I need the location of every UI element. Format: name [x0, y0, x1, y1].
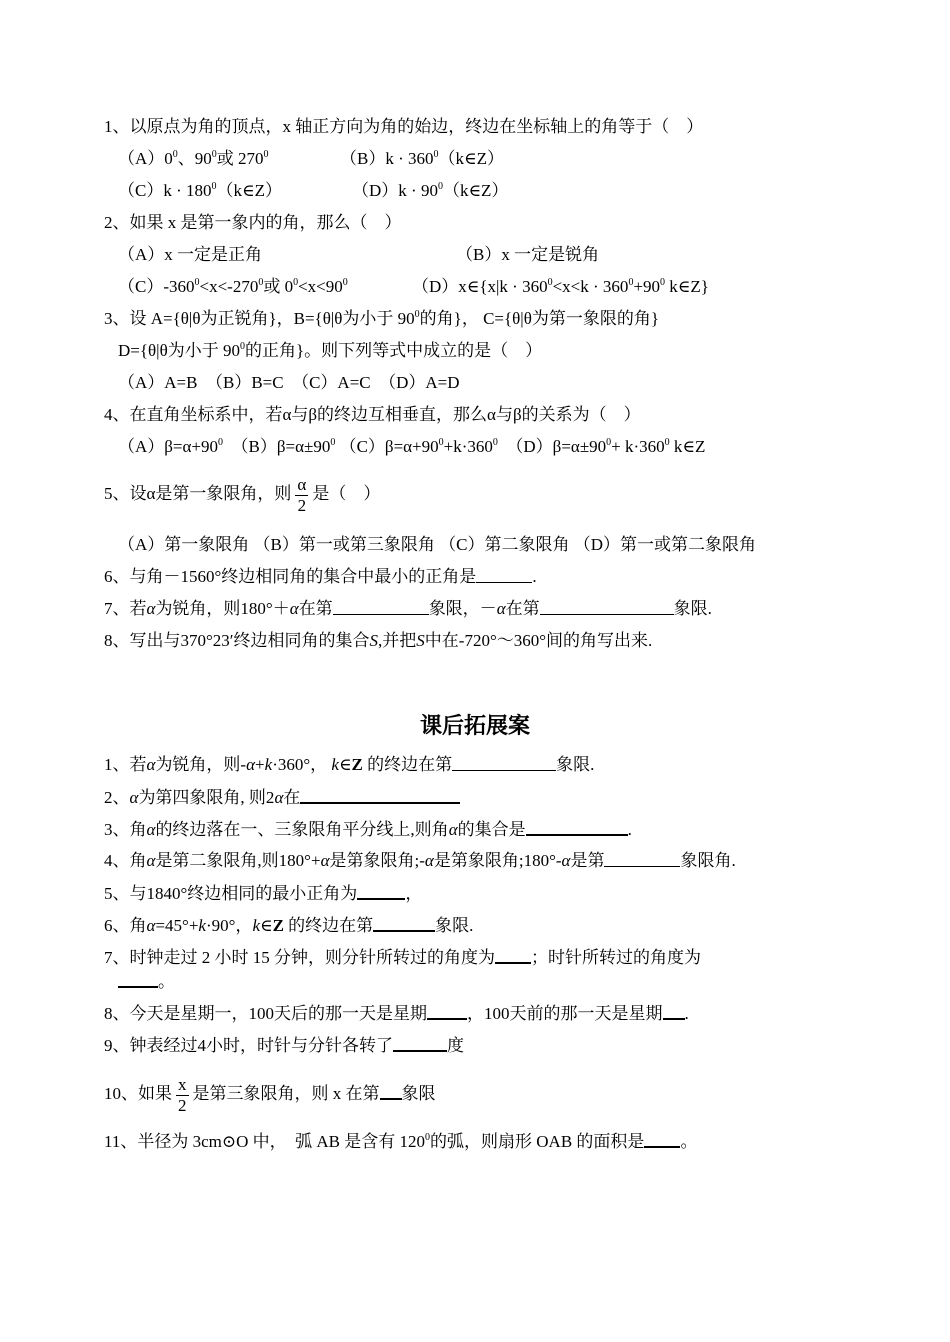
extension-question-7-line-1: 7、时钟走过 2 小时 15 分钟，则分针所转过的角度为 ；时针所转过的角度为: [104, 948, 701, 967]
extension-question-6: 6、角α=45°+k·90°，k∈Z 的终边在第 象限.: [104, 916, 474, 935]
question-3-line-1: 3、设 A={θ|θ为正锐角}，B={θ|θ为小于 $90^0$的角}， C={θ|θ为第一象限的角}: [104, 309, 660, 328]
question-5-options: （A）第一象限角 （B）第一或第三象限角 （C）第二象限角 （D）第一或第二象限角: [118, 535, 756, 554]
question-2-stem: 2、如果 x 是第一象内的角，那么（ ）: [104, 213, 402, 232]
extension-question-4: 4、角α是第二象限角,则180°+α是第象限角;-α是第象限角;180°-α是第 象限角.: [104, 851, 736, 870]
answer-blank: [663, 1002, 685, 1020]
answer-blank: [373, 914, 435, 932]
extension-question-8: 8、今天是星期一，100天后的那一天是星期 ，100天前的那一天是星期 .: [104, 1004, 689, 1023]
question-1-stem: 1、以原点为角的顶点，x 轴正方向为角的始边，终边在坐标轴上的角等于（ ）: [104, 117, 704, 136]
answer-blank: [393, 1034, 447, 1052]
question-5-stem: 5、设α是第一象限角，则 $\frac{\alpha}{2}$ 是（ ）: [104, 474, 381, 515]
answer-blank: [495, 946, 531, 964]
question-3-options: （A）A=B （B）B=C （C）A=C （D）A=D: [118, 373, 460, 392]
answer-blank: [300, 786, 460, 804]
answer-blank: [526, 818, 628, 836]
answer-blank: [118, 970, 158, 988]
answer-blank: [333, 598, 429, 615]
answer-blank: [604, 850, 680, 867]
question-1-option-a: $(A)0^0$、$90^0$或 $270^0$: [118, 149, 269, 168]
extension-question-5: 5、与1840°终边相同的最小正角为 ，: [104, 884, 423, 903]
question-1-option-c: $(C)k \cdot 180^0(k\in Z)$: [118, 181, 282, 200]
section-title: 课后拓展案: [419, 714, 530, 739]
question-3-line-2: D={θ|θ为小于 $90^0$的正角}。则下列等式中成立的是（ ）: [118, 341, 543, 360]
extension-question-10: 10、如果 $\frac{x}{2}$ 是第三象限角，则 x 在第 象限: [104, 1074, 436, 1115]
question-6: 6、与角－1560°终边相同角的集合中最小的正角是 .: [104, 567, 537, 586]
answer-blank: [357, 882, 405, 900]
question-2-option-c: $(C)-360^0<x<-270^0$或 $0^0<x<90^0$: [118, 277, 348, 296]
extension-question-11: 11、半径为 3cm⊙O 中， 弧 AB 是含有 $120^0$的弧，则扇形 OAB 的面积是 。: [104, 1132, 698, 1151]
question-4-stem: 4、在直角坐标系中，若α与β的终边互相垂直，那么α与β的关系为（ ）: [104, 405, 641, 424]
question-1-option-d: $(D)k \cdot 90^0(k\in Z)$: [352, 181, 509, 200]
question-2-option-d: （D）x∈{x|k · $360^0<x<k \cdot 360^0+90^0$ k∈Z}: [412, 277, 709, 296]
fraction-alpha-over-2: $\frac{\alpha}{2}$: [297, 474, 307, 515]
answer-blank: [427, 1002, 467, 1020]
question-2-option-b: （B）x 一定是锐角: [456, 245, 600, 264]
question-1-option-b: $(B)k \cdot 360^0(k\in Z)$: [340, 149, 504, 168]
question-4-options: $(A)\beta=\alpha+90^0$ $(B)\beta=\alpha\pm 90^0$ $(C)\beta=\alpha+90^0+k\cdot 360^0$ $(D)\beta=\alpha\pm 90^0+ k\cdot 360^0$ k∈Z: [118, 437, 706, 456]
answer-blank: [644, 1130, 680, 1148]
question-2-option-a: （A）x 一定是正角: [118, 245, 263, 264]
answer-blank: [452, 754, 556, 771]
extension-question-7-line-2: 。: [118, 970, 175, 993]
answer-blank: [380, 1082, 402, 1100]
fraction-x-over-2: $\frac{x}{2}$: [178, 1074, 187, 1115]
question-7: 7、若α为锐角，则180°＋α在第 象限，－α在第 象限.: [104, 599, 712, 618]
answer-blank: [476, 566, 532, 583]
extension-question-2: 2、α为第四象限角, 则2α在: [104, 786, 460, 809]
question-8: 8、写出与370°23′终边相同角的集合S,并把S中在-720°～360°间的角写出来.: [104, 631, 653, 650]
answer-blank: [540, 598, 674, 615]
extension-question-9: 9、钟表经过4小时，时针与分针各转了 度: [104, 1036, 464, 1055]
extension-question-3: 3、角α的终边落在一、三象限角平分线上,则角α的集合是 .: [104, 820, 632, 839]
extension-question-1: 1、若α为锐角，则-α+k·360°， k∈Z 的终边在第 象限.: [104, 755, 595, 774]
